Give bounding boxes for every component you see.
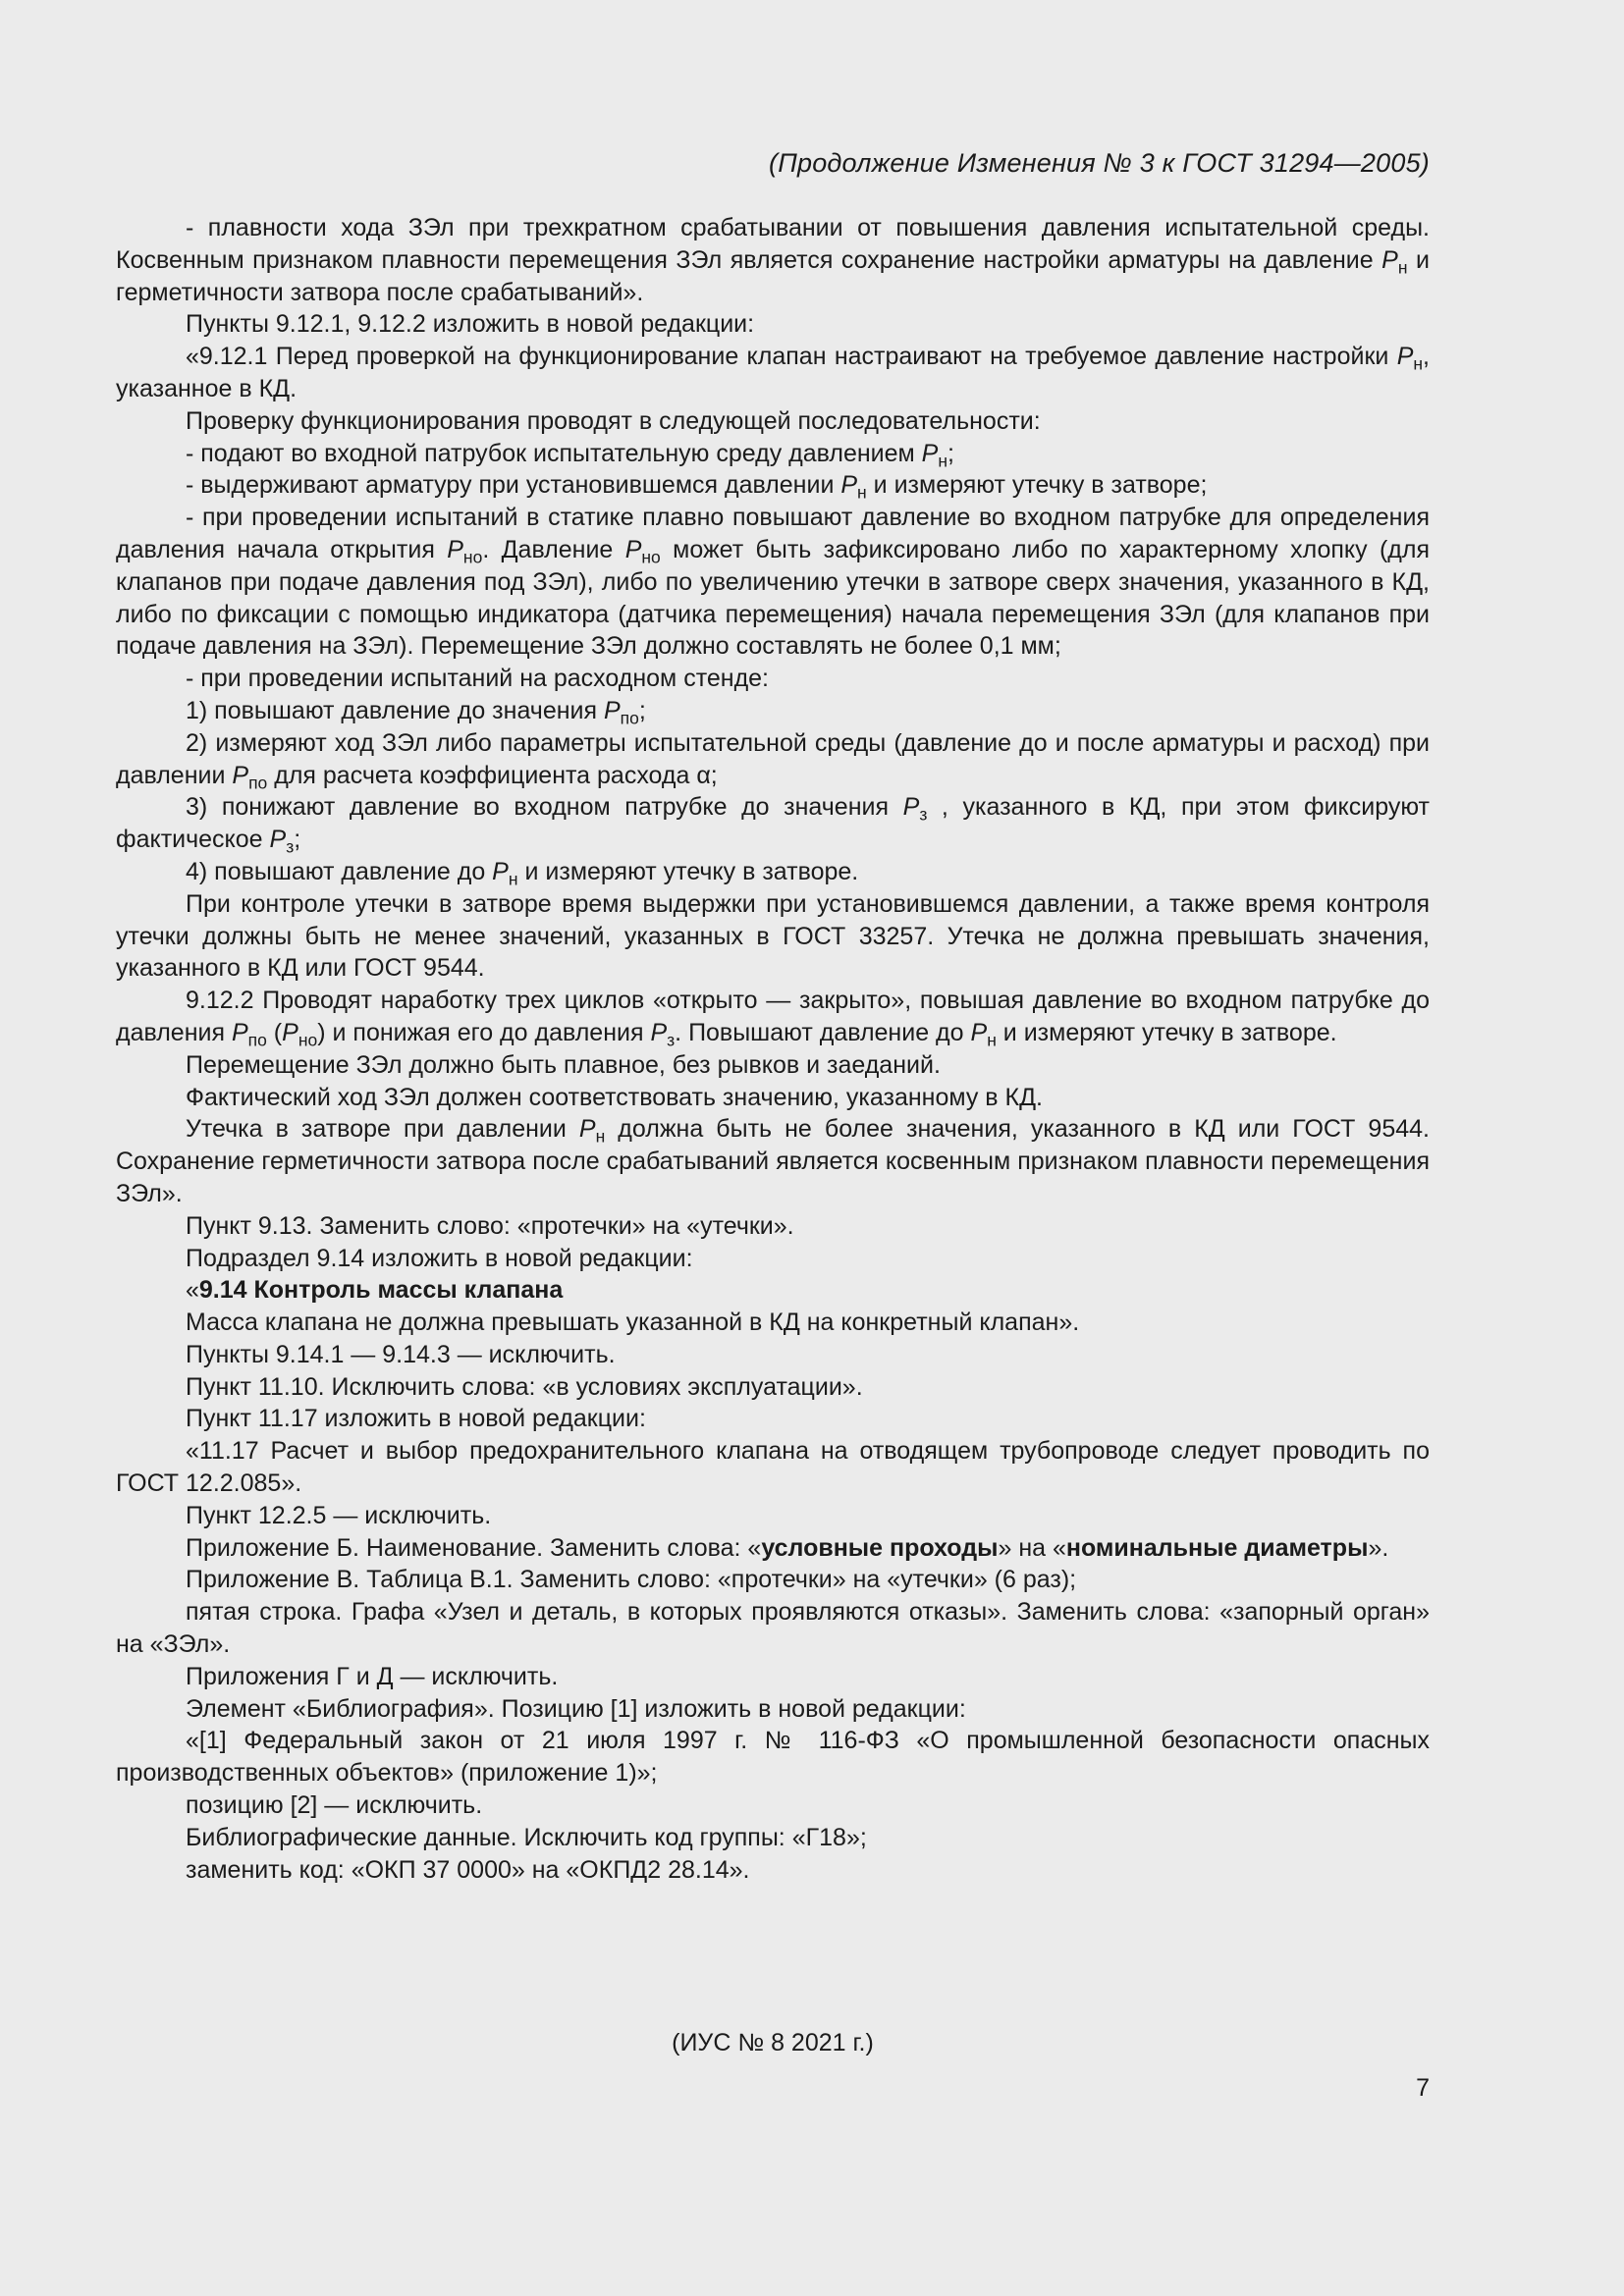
subscript: н bbox=[508, 869, 518, 889]
text-run: 4) повышают давление до bbox=[186, 857, 493, 885]
text-run: «9.12.1 Перед проверкой на функционирование клапан настраивают на требуемое давление настройки bbox=[186, 343, 1397, 371]
text-run: и измеряют утечку в затворе. bbox=[517, 857, 859, 885]
subscript: по bbox=[248, 772, 268, 792]
paragraph bbox=[116, 469, 1430, 502]
text-run: Масса клапана не должна превышать указанной в КД на конкретный клапан». bbox=[186, 1308, 1080, 1337]
text-run: - плавности хода ЗЭл при трехкратном срабатывании от повышения давления испытательной среды. Косвенным признаком плавности перемещения ЗЭл является сохранение настройки арматуры на давление bbox=[116, 214, 1430, 274]
subscript: по bbox=[247, 1030, 267, 1050]
text-run: Приложение Б. Наименование. Заменить слова: « bbox=[186, 1533, 762, 1562]
italic-symbol: P bbox=[231, 1018, 248, 1046]
text-run: Элемент «Библиография». Позицию [1] изложить в новой редакции: bbox=[186, 1694, 966, 1723]
paragraph bbox=[116, 502, 1430, 663]
paragraph bbox=[116, 1500, 1430, 1532]
paragraph bbox=[116, 1403, 1430, 1435]
text-run: «[1] Федеральный закон от 21 июля 1997 г. № 116-ФЗ «О промышленной безопасности опасных производственных объектов» (приложение 1)»; bbox=[116, 1727, 1430, 1788]
text-run: , указанное в КД. bbox=[116, 343, 1430, 402]
text-run: Перемещение ЗЭл должно быть плавное, без рывков и заеданий. bbox=[186, 1050, 941, 1079]
subscript: з bbox=[286, 836, 295, 857]
text-run: Пункты 9.12.1, 9.12.2 изложить в новой редакции: bbox=[186, 310, 755, 339]
italic-symbol: P bbox=[447, 535, 463, 563]
paragraph bbox=[116, 663, 1430, 695]
italic-symbol: P bbox=[1381, 245, 1398, 274]
document-body bbox=[116, 212, 1430, 1886]
bold-text: номинальные диаметры bbox=[1065, 1533, 1369, 1562]
subscript: з bbox=[919, 804, 928, 825]
text-run: 1) повышают давление до значения bbox=[186, 696, 604, 724]
text-run: для расчета коэффициента расхода α; bbox=[267, 761, 718, 789]
subscript: но bbox=[462, 547, 483, 567]
paragraph bbox=[116, 212, 1430, 308]
text-run: . Давление bbox=[482, 535, 625, 563]
text-run: ; bbox=[947, 439, 954, 467]
text-run: позицию [2] — исключить. bbox=[186, 1791, 483, 1820]
text-run: заменить код: «ОКП 37 0000» на «ОКПД2 28.14». bbox=[186, 1855, 750, 1884]
bold-text: 9.14 Контроль массы клапана bbox=[198, 1276, 564, 1305]
paragraph bbox=[116, 1854, 1430, 1887]
paragraph bbox=[116, 1564, 1430, 1596]
italic-symbol: P bbox=[232, 761, 249, 789]
paragraph bbox=[116, 1049, 1430, 1082]
text-run: ; bbox=[638, 696, 646, 724]
paragraph bbox=[116, 888, 1430, 985]
paragraph bbox=[116, 1274, 1430, 1307]
text-run: » на « bbox=[998, 1533, 1066, 1562]
text-run: - при проведении испытаний на расходном стенде: bbox=[186, 665, 770, 693]
paragraph bbox=[116, 438, 1430, 470]
paragraph bbox=[116, 1822, 1430, 1854]
text-run: Пункты 9.14.1 — 9.14.3 — исключить. bbox=[186, 1340, 616, 1368]
publication-note: (ИУС № 8 2021 г.) bbox=[672, 2029, 874, 2056]
italic-symbol: P bbox=[269, 826, 287, 854]
text-run: Фактический ход ЗЭл должен соответствовать значению, указанному в КД. bbox=[186, 1083, 1043, 1111]
page-number: 7 bbox=[1416, 2074, 1430, 2102]
text-run: ) и понижая его до давления bbox=[317, 1018, 651, 1046]
italic-symbol: P bbox=[578, 1115, 596, 1144]
text-run: должна быть не более значения, указанного в КД или ГОСТ 9544. Сохранение герметичности затвора после срабатываний является косвенным признаком плавности перемещения ЗЭл». bbox=[116, 1115, 1430, 1207]
paragraph bbox=[116, 856, 1430, 888]
text-run: ». bbox=[1368, 1533, 1389, 1562]
text-run: 2) измеряют ход ЗЭл либо параметры испытательной среды (давление до и после арматуры и расход) при давлении bbox=[116, 728, 1430, 789]
paragraph bbox=[116, 405, 1430, 438]
paragraph bbox=[116, 1113, 1430, 1209]
italic-symbol: P bbox=[970, 1018, 988, 1046]
paragraph bbox=[116, 341, 1430, 405]
italic-symbol: P bbox=[902, 793, 920, 822]
subscript: но bbox=[298, 1030, 318, 1050]
text-run: Пункт 9.13. Заменить слово: «протечки» на «утечки». bbox=[186, 1211, 794, 1240]
text-run: - подают во входной патрубок испытательную среду давлением bbox=[186, 439, 922, 467]
paragraph bbox=[116, 791, 1430, 856]
subscript: н bbox=[1397, 257, 1408, 278]
paragraph bbox=[116, 1307, 1430, 1339]
paragraph bbox=[116, 1082, 1430, 1114]
text-run: - при проведении испытаний в статике плавно повышают давление во входном патрубке для определения давления начала открытия bbox=[116, 504, 1430, 563]
paragraph bbox=[116, 985, 1430, 1049]
paragraph bbox=[116, 1371, 1430, 1404]
paragraph bbox=[116, 1725, 1430, 1789]
text-run: Библиографические данные. Исключить код группы: «Г18»; bbox=[186, 1823, 867, 1851]
paragraph bbox=[116, 1789, 1430, 1822]
subscript: но bbox=[641, 547, 661, 567]
page-header: (Продолжение Изменения № 3 к ГОСТ 31294—2005) bbox=[769, 148, 1430, 178]
italic-symbol: P bbox=[492, 857, 509, 885]
text-run: Подраздел 9.14 изложить в новой редакции: bbox=[186, 1244, 693, 1272]
subscript: н bbox=[938, 450, 948, 470]
italic-symbol: P bbox=[624, 535, 642, 563]
paragraph bbox=[116, 1210, 1430, 1243]
subscript: з bbox=[667, 1030, 676, 1050]
italic-symbol: P bbox=[921, 439, 939, 467]
text-run: пятая строка. Графа «Узел и деталь, в которых проявляются отказы». Заменить слова: «запорный орган» на «ЗЭл». bbox=[116, 1598, 1430, 1659]
italic-symbol: P bbox=[282, 1018, 298, 1046]
bold-text: условные проходы bbox=[761, 1533, 999, 1562]
paragraph bbox=[116, 1661, 1430, 1693]
text-run: может быть зафиксировано либо по характерному хлопку (для клапанов при подаче давления под ЗЭл), либо по увеличению утечки в затворе сверх значения, указанного в КД, либо по фиксации с помощью индикатора (датчика перемещения) начала перемещения ЗЭл (для клапанов при подаче давления на ЗЭл). Перемещение ЗЭл должно составлять не более 0,1 мм; bbox=[116, 535, 1431, 661]
subscript: н bbox=[595, 1126, 606, 1147]
text-run: ( bbox=[266, 1018, 283, 1046]
paragraph bbox=[116, 308, 1430, 341]
paragraph bbox=[116, 1435, 1430, 1500]
text-run: « bbox=[186, 1276, 199, 1305]
paragraph bbox=[116, 1693, 1430, 1726]
text-run: , указанного в КД, при этом фиксируют фактическое bbox=[116, 793, 1430, 854]
text-run: и герметичности затвора после срабатываний». bbox=[116, 245, 1430, 306]
subscript: по bbox=[620, 708, 639, 728]
text-run: Пункт 12.2.5 — исключить. bbox=[186, 1501, 492, 1529]
text-run: ; bbox=[294, 826, 301, 854]
text-run: Утечка в затворе при давлении bbox=[186, 1115, 579, 1144]
text-run: Приложения Г и Д — исключить. bbox=[186, 1662, 559, 1690]
italic-symbol: P bbox=[603, 696, 621, 724]
paragraph bbox=[116, 1596, 1430, 1661]
text-run: Проверку функционирования проводят в следующей последовательности: bbox=[186, 406, 1041, 435]
text-run: Пункт 11.10. Исключить слова: «в условиях эксплуатации». bbox=[186, 1372, 863, 1401]
italic-symbol: P bbox=[650, 1018, 668, 1046]
subscript: н bbox=[857, 482, 867, 503]
text-run: Пункт 11.17 изложить в новой редакции: bbox=[186, 1405, 646, 1433]
text-run: и измеряют утечку в затворе; bbox=[866, 471, 1208, 500]
italic-symbol: P bbox=[840, 471, 858, 500]
paragraph bbox=[116, 727, 1430, 792]
text-run: При контроле утечки в затворе время выдержки при установившемся давлении, а также время контроля утечки должны быть не менее значений, указанных в ГОСТ 33257. Утечка не должна превышать значения, указанного в КД или ГОСТ 9544. bbox=[116, 889, 1430, 983]
text-run: Приложение В. Таблица В.1. Заменить слово: «протечки» на «утечки» (6 раз); bbox=[186, 1566, 1077, 1594]
text-run: и измеряют утечку в затворе. bbox=[996, 1018, 1337, 1046]
subscript: н bbox=[1413, 353, 1424, 374]
subscript: н bbox=[987, 1030, 997, 1050]
paragraph bbox=[116, 1339, 1430, 1371]
text-run: . Повышают давление до bbox=[675, 1018, 971, 1046]
paragraph bbox=[116, 1532, 1430, 1565]
paragraph bbox=[116, 695, 1430, 727]
text-run: 3) понижают давление во входном патрубке до значения bbox=[186, 793, 903, 822]
text-run: «11.17 Расчет и выбор предохранительного клапана на отводящем трубопроводе следует проводить по ГОСТ 12.2.085». bbox=[116, 1437, 1430, 1498]
italic-symbol: P bbox=[1396, 343, 1414, 371]
text-run: 9.12.2 Проводят наработку трех циклов «открыто — закрыто», повышая давление во входном патрубке до давления bbox=[116, 987, 1430, 1046]
text-run: - выдерживают арматуру при установившемся давлении bbox=[186, 471, 841, 500]
paragraph bbox=[116, 1243, 1430, 1275]
